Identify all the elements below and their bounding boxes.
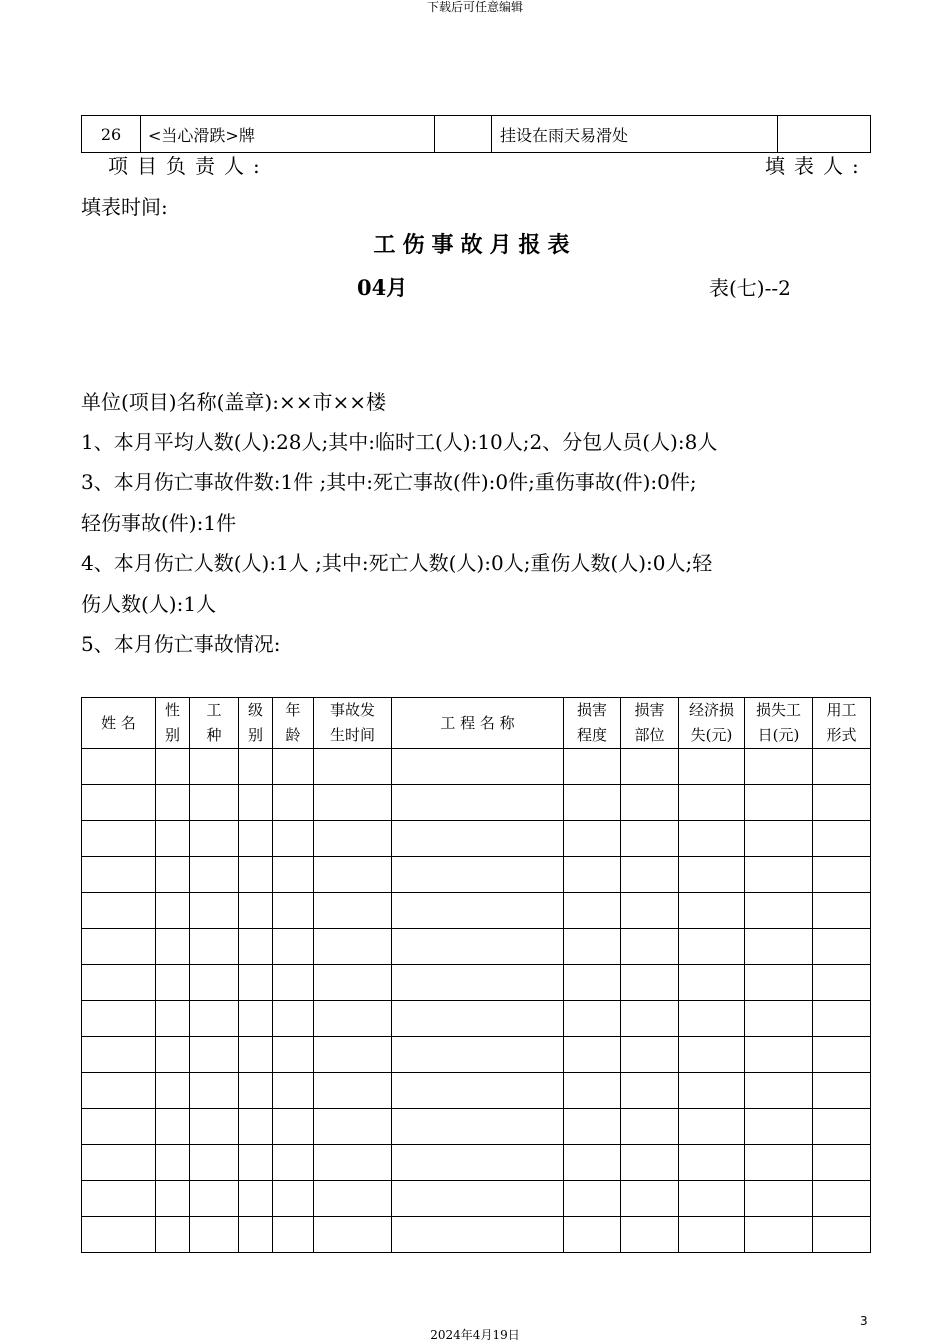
table-row — [82, 893, 871, 929]
table-cell — [190, 929, 239, 965]
sign-location: 挂设在雨天易滑处 — [492, 116, 778, 153]
table-cell — [392, 1145, 564, 1181]
table-cell — [745, 821, 813, 857]
table-cell — [813, 1073, 871, 1109]
table-cell — [564, 1037, 621, 1073]
table-cell — [239, 965, 273, 1001]
table-cell — [190, 821, 239, 857]
table-cell — [156, 1145, 190, 1181]
table-cell — [273, 857, 314, 893]
header-grade: 级 别 — [239, 698, 273, 749]
table-cell — [813, 1217, 871, 1253]
table-cell — [679, 1217, 745, 1253]
table-cell — [745, 1001, 813, 1037]
table-cell — [190, 1037, 239, 1073]
header-accident-time: 事故发 生时间 — [314, 698, 392, 749]
table-cell — [745, 1217, 813, 1253]
table-cell — [745, 1145, 813, 1181]
table-cell — [82, 821, 156, 857]
table-row — [82, 1037, 871, 1073]
table-cell — [621, 893, 679, 929]
headcount-line: 1、本月平均人数(人):28人;其中:临时工(人):10人;2、分包人员(人):8人 — [81, 430, 718, 454]
table-cell — [82, 1073, 156, 1109]
table-cell — [745, 1037, 813, 1073]
casualty-count-line-cont: 伤人数(人):1人 — [81, 592, 217, 616]
header-project-name: 工 程 名 称 — [392, 698, 564, 749]
table-cell — [314, 1181, 392, 1217]
table-cell — [239, 1109, 273, 1145]
table-cell — [239, 749, 273, 785]
table-cell — [239, 1073, 273, 1109]
header-note: 下载后可任意编辑 — [426, 0, 523, 14]
table-cell — [82, 857, 156, 893]
table-cell — [273, 1073, 314, 1109]
table-cell — [813, 1037, 871, 1073]
table-cell — [314, 1217, 392, 1253]
header-employment-type: 用工 形式 — [813, 698, 871, 749]
table-cell — [190, 893, 239, 929]
table-cell — [82, 785, 156, 821]
table-row — [82, 1181, 871, 1217]
table-cell — [745, 857, 813, 893]
header-age: 年 龄 — [273, 698, 314, 749]
table-cell — [314, 821, 392, 857]
table-cell — [156, 1217, 190, 1253]
sign-qty — [435, 116, 492, 153]
table-cell — [190, 1181, 239, 1217]
table-cell — [82, 965, 156, 1001]
table-cell — [745, 1181, 813, 1217]
table-cell — [621, 785, 679, 821]
table-cell — [156, 821, 190, 857]
table-cell — [156, 1037, 190, 1073]
table-cell — [813, 893, 871, 929]
table-cell — [392, 857, 564, 893]
table-cell — [392, 1001, 564, 1037]
table-cell — [564, 1001, 621, 1037]
table-cell — [190, 1217, 239, 1253]
header-lost-workdays: 损失工 日(元) — [745, 698, 813, 749]
table-cell — [273, 965, 314, 1001]
table-cell — [190, 1073, 239, 1109]
table-cell — [314, 785, 392, 821]
table-cell — [813, 1145, 871, 1181]
table-cell — [314, 749, 392, 785]
table-cell — [273, 929, 314, 965]
header-name: 姓 名 — [82, 698, 156, 749]
table-cell — [239, 785, 273, 821]
table-cell — [82, 1181, 156, 1217]
table-cell — [392, 1217, 564, 1253]
table-cell — [564, 785, 621, 821]
table-cell — [745, 965, 813, 1001]
table-cell — [745, 929, 813, 965]
table-cell — [813, 749, 871, 785]
table-header-row — [82, 698, 871, 749]
table-cell — [314, 1109, 392, 1145]
table-cell — [314, 965, 392, 1001]
table-cell — [564, 821, 621, 857]
table-cell — [82, 1037, 156, 1073]
table-cell — [392, 821, 564, 857]
table-cell — [564, 1073, 621, 1109]
table-cell — [239, 929, 273, 965]
table-cell — [813, 785, 871, 821]
table-cell — [621, 1181, 679, 1217]
table-cell — [156, 893, 190, 929]
table-cell — [679, 929, 745, 965]
header-gender: 性 别 — [156, 698, 190, 749]
table-cell — [745, 749, 813, 785]
table-cell — [239, 1001, 273, 1037]
table-cell — [813, 929, 871, 965]
table-cell — [621, 965, 679, 1001]
row-number: 26 — [82, 116, 141, 153]
table-row — [82, 1217, 871, 1253]
table-cell — [679, 1073, 745, 1109]
table-cell — [273, 785, 314, 821]
table-cell — [82, 1217, 156, 1253]
table-row — [82, 965, 871, 1001]
table-cell — [82, 929, 156, 965]
table-cell — [392, 1109, 564, 1145]
table-cell — [190, 1145, 239, 1181]
table-cell — [679, 1145, 745, 1181]
table-row — [82, 929, 871, 965]
table-cell — [273, 821, 314, 857]
table-cell — [813, 1181, 871, 1217]
header-economic-loss: 经济损 失(元) — [679, 698, 745, 749]
table-cell — [679, 857, 745, 893]
table-cell — [564, 1217, 621, 1253]
table-cell — [564, 857, 621, 893]
table-cell — [239, 1217, 273, 1253]
casualty-count-line: 4、本月伤亡人数(人):1人 ;其中:死亡人数(人):0人;重伤人数(人):0人;轻 — [81, 551, 713, 575]
table-cell — [82, 1001, 156, 1037]
table-row — [82, 1109, 871, 1145]
table-cell — [745, 1073, 813, 1109]
table-cell — [239, 1037, 273, 1073]
table-cell — [813, 821, 871, 857]
table-cell — [679, 1037, 745, 1073]
table-cell — [392, 893, 564, 929]
table-cell — [314, 929, 392, 965]
table-cell — [273, 1109, 314, 1145]
report-title: 工伤事故月报表 — [373, 232, 577, 258]
table-cell — [156, 965, 190, 1001]
project-leader-label: 项目负责人: — [108, 154, 269, 178]
table-cell — [745, 1109, 813, 1145]
table-row — [82, 1073, 871, 1109]
table-cell — [564, 749, 621, 785]
table-cell — [239, 821, 273, 857]
table-cell — [392, 1037, 564, 1073]
table-cell — [273, 1145, 314, 1181]
table-cell — [156, 1109, 190, 1145]
table-cell — [156, 857, 190, 893]
table-cell — [679, 965, 745, 1001]
table-number: 表(七)--2 — [709, 276, 791, 300]
table-cell — [190, 785, 239, 821]
table-cell — [564, 1181, 621, 1217]
table-cell — [239, 893, 273, 929]
table-cell — [273, 1181, 314, 1217]
table-cell — [392, 785, 564, 821]
table-cell — [679, 821, 745, 857]
accident-table — [81, 697, 871, 1253]
table-cell — [156, 1001, 190, 1037]
table-cell — [564, 893, 621, 929]
table-row — [82, 1145, 871, 1181]
table-cell — [564, 965, 621, 1001]
footer-date: 2024年4月19日 — [430, 1328, 520, 1342]
table-cell — [82, 749, 156, 785]
table-cell — [621, 1037, 679, 1073]
page-number: 3 — [860, 1314, 868, 1328]
table-cell — [156, 1181, 190, 1217]
table-cell — [239, 1145, 273, 1181]
table-cell — [273, 749, 314, 785]
table-cell — [564, 1145, 621, 1181]
table-cell — [82, 893, 156, 929]
accident-details-line: 5、本月伤亡事故情况: — [81, 632, 281, 656]
table-cell — [156, 785, 190, 821]
table-cell — [679, 785, 745, 821]
table-cell — [273, 1001, 314, 1037]
table-cell — [679, 1001, 745, 1037]
table-cell — [392, 1073, 564, 1109]
table-cell — [314, 857, 392, 893]
table-cell — [621, 1073, 679, 1109]
table-cell — [314, 893, 392, 929]
table-row — [82, 821, 871, 857]
table-cell — [82, 1145, 156, 1181]
table-row — [82, 857, 871, 893]
fill-time-label: 填表时间: — [81, 195, 168, 219]
table-cell — [156, 929, 190, 965]
table-cell — [190, 857, 239, 893]
table-row — [82, 785, 871, 821]
table-cell — [564, 1109, 621, 1145]
unit-name-line: 单位(项目)名称(盖章):××市××楼 — [81, 390, 386, 414]
table-cell — [273, 1037, 314, 1073]
table-cell — [314, 1145, 392, 1181]
table-cell — [813, 965, 871, 1001]
table-cell — [392, 749, 564, 785]
table-cell — [314, 1073, 392, 1109]
table-cell — [190, 749, 239, 785]
table-cell — [314, 1001, 392, 1037]
table-cell — [239, 1181, 273, 1217]
report-month: 04月 — [357, 275, 408, 300]
table-cell — [190, 1109, 239, 1145]
table-cell — [679, 749, 745, 785]
accident-count-line: 3、本月伤亡事故件数:1件 ;其中:死亡事故(件):0件;重伤事故(件):0件; — [81, 470, 697, 494]
table-row — [82, 1001, 871, 1037]
table-row — [82, 749, 871, 785]
table-cell — [621, 821, 679, 857]
table-cell — [392, 1181, 564, 1217]
table-cell — [392, 929, 564, 965]
table-cell — [621, 929, 679, 965]
table-cell — [745, 785, 813, 821]
table-cell — [813, 1001, 871, 1037]
accident-count-line-cont: 轻伤事故(件):1件 — [81, 511, 237, 535]
sign-name: <当心滑跌>牌 — [141, 116, 435, 153]
filler-label: 填表人: — [765, 154, 868, 178]
table-cell — [273, 1217, 314, 1253]
table-cell — [190, 1001, 239, 1037]
header-trade: 工 种 — [190, 698, 239, 749]
table-cell — [679, 1181, 745, 1217]
table-cell — [621, 1109, 679, 1145]
table-cell — [190, 965, 239, 1001]
table-cell — [813, 1109, 871, 1145]
table-cell — [621, 749, 679, 785]
header-injury-degree: 损害 程度 — [564, 698, 621, 749]
table-cell — [273, 893, 314, 929]
table-cell — [156, 1073, 190, 1109]
table-cell — [745, 893, 813, 929]
table-cell — [621, 1145, 679, 1181]
table-cell — [564, 929, 621, 965]
table-cell — [813, 857, 871, 893]
table-cell — [239, 857, 273, 893]
table-cell — [679, 1109, 745, 1145]
table-cell — [621, 1001, 679, 1037]
table-cell — [621, 857, 679, 893]
table-cell — [82, 1109, 156, 1145]
header-injury-part: 损害 部位 — [621, 698, 679, 749]
table-cell — [679, 893, 745, 929]
table-cell — [392, 965, 564, 1001]
table-cell — [156, 749, 190, 785]
table-cell — [621, 1217, 679, 1253]
table-cell — [314, 1037, 392, 1073]
